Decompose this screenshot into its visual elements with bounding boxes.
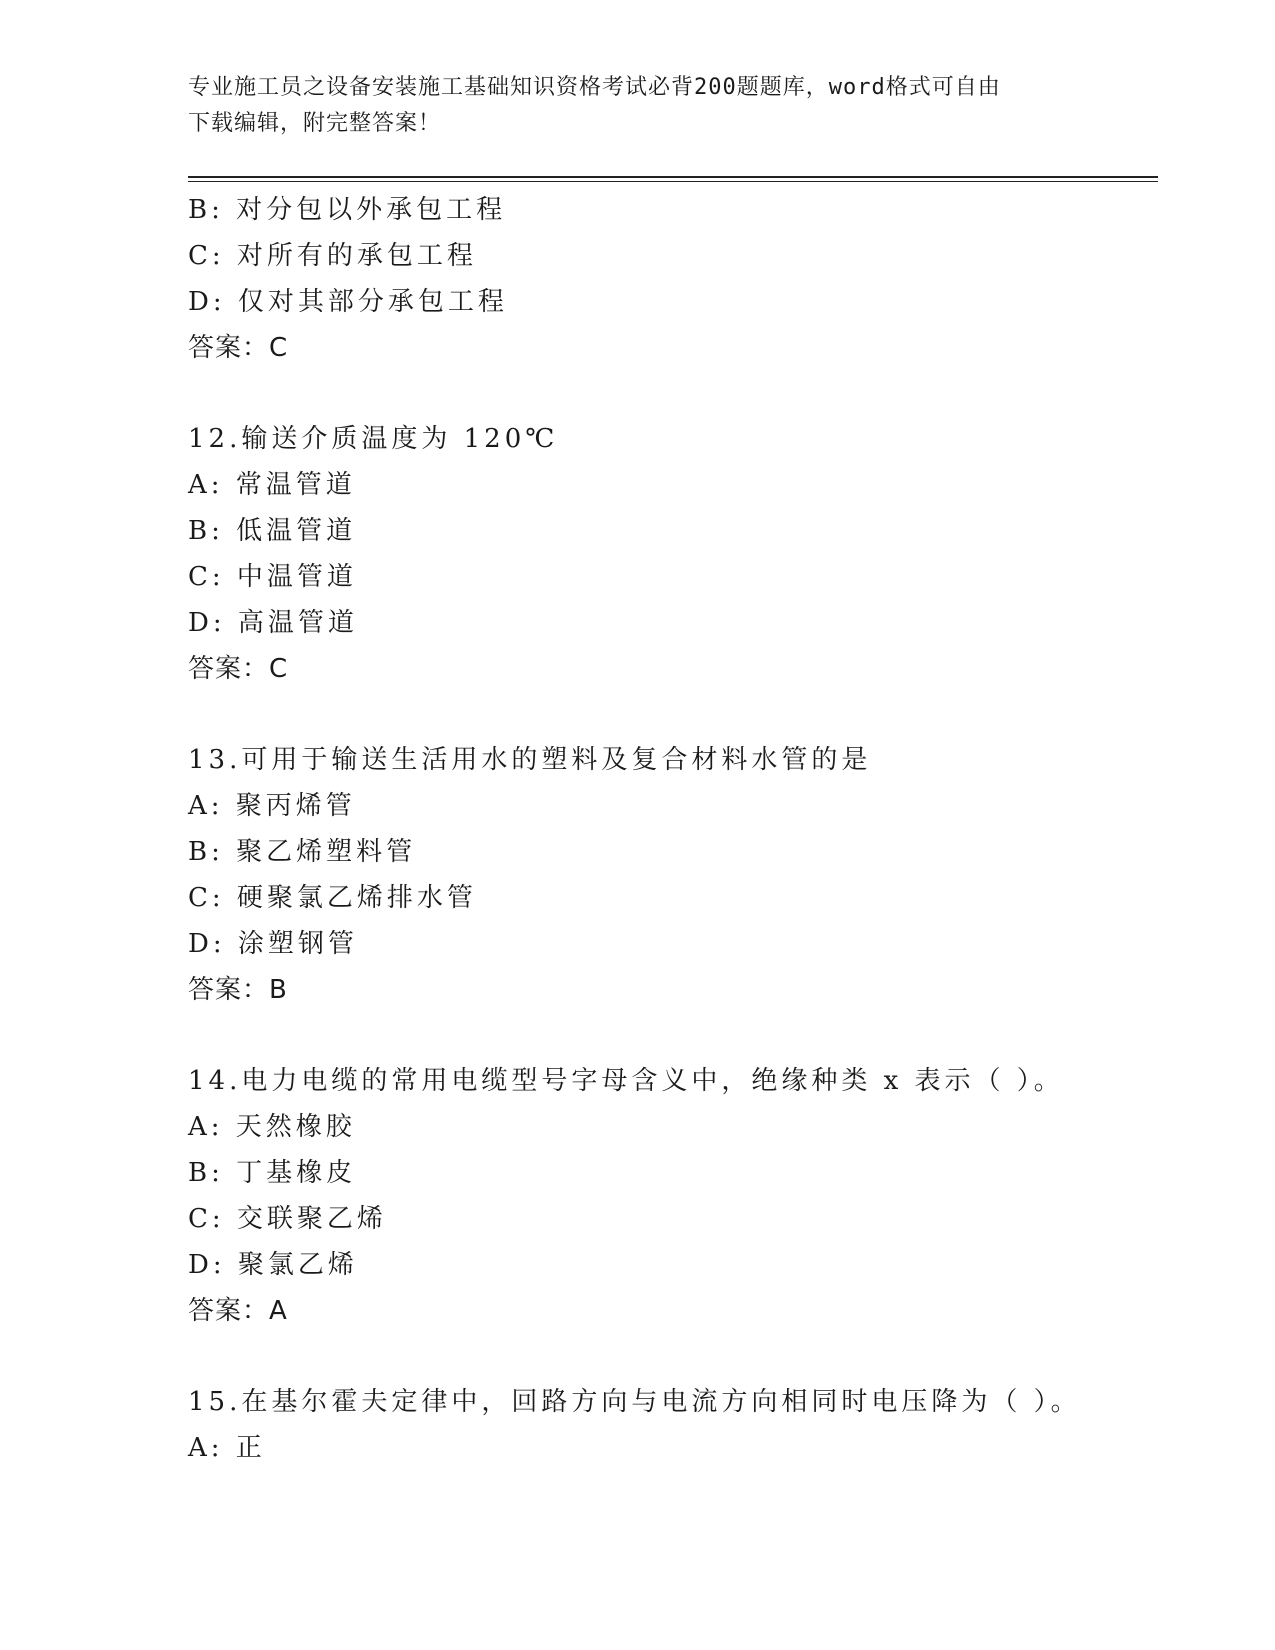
- option-c: C: 硬聚氯乙烯排水管: [188, 883, 477, 913]
- header-line-2: 下载编辑，附完整答案！: [188, 111, 442, 136]
- option-d: D: 高温管道: [188, 608, 358, 638]
- option-c: C: 中温管道: [188, 562, 357, 592]
- question-block-14: [188, 1058, 1158, 1334]
- header-line-1: 专业施工员之设备安装施工基础知识资格考试必背200题题库，word格式可自由: [188, 75, 1001, 100]
- option-a: A: 常温管道: [188, 470, 356, 500]
- option-c: C: 交联聚乙烯: [188, 1204, 387, 1234]
- question-block-13: [188, 737, 1158, 1013]
- answer-text: 答案：A: [188, 1296, 288, 1326]
- question-block-11: [188, 187, 1158, 371]
- option-b: B: 丁基橡皮: [188, 1158, 357, 1188]
- answer-text: 答案：B: [188, 975, 288, 1005]
- answer-text: 答案：C: [188, 333, 289, 363]
- question-block-12: [188, 416, 1158, 692]
- option-d: D: 聚氯乙烯: [188, 1250, 358, 1280]
- question-title: 12.输送介质温度为 120℃: [188, 424, 559, 454]
- option-b: B: 低温管道: [188, 516, 357, 546]
- option-a: A: 天然橡胶: [188, 1112, 356, 1142]
- question-title: 15.在基尔霍夫定律中，回路方向与电流方向相同时电压降为（ ）。: [188, 1387, 1081, 1417]
- question-title: 13.可用于输送生活用水的塑料及复合材料水管的是: [188, 745, 872, 775]
- option-a: A: 正: [188, 1433, 266, 1463]
- document-header: [188, 70, 1088, 142]
- header-divider-thick: [188, 176, 1158, 178]
- option-c: C: 对所有的承包工程: [188, 241, 477, 271]
- question-title: 14.电力电缆的常用电缆型号字母含义中，绝缘种类 x 表示（ ）。: [188, 1066, 1064, 1096]
- option-b: B: 聚乙烯塑料管: [188, 837, 417, 867]
- option-d: D: 涂塑钢管: [188, 929, 358, 959]
- option-d: D: 仅对其部分承包工程: [188, 287, 508, 317]
- answer-text: 答案：C: [188, 654, 289, 684]
- header-divider-thin: [188, 181, 1158, 182]
- option-a: A: 聚丙烯管: [188, 791, 356, 821]
- question-list: [188, 187, 1158, 1471]
- question-block-15: [188, 1379, 1158, 1471]
- option-b: B: 对分包以外承包工程: [188, 195, 507, 225]
